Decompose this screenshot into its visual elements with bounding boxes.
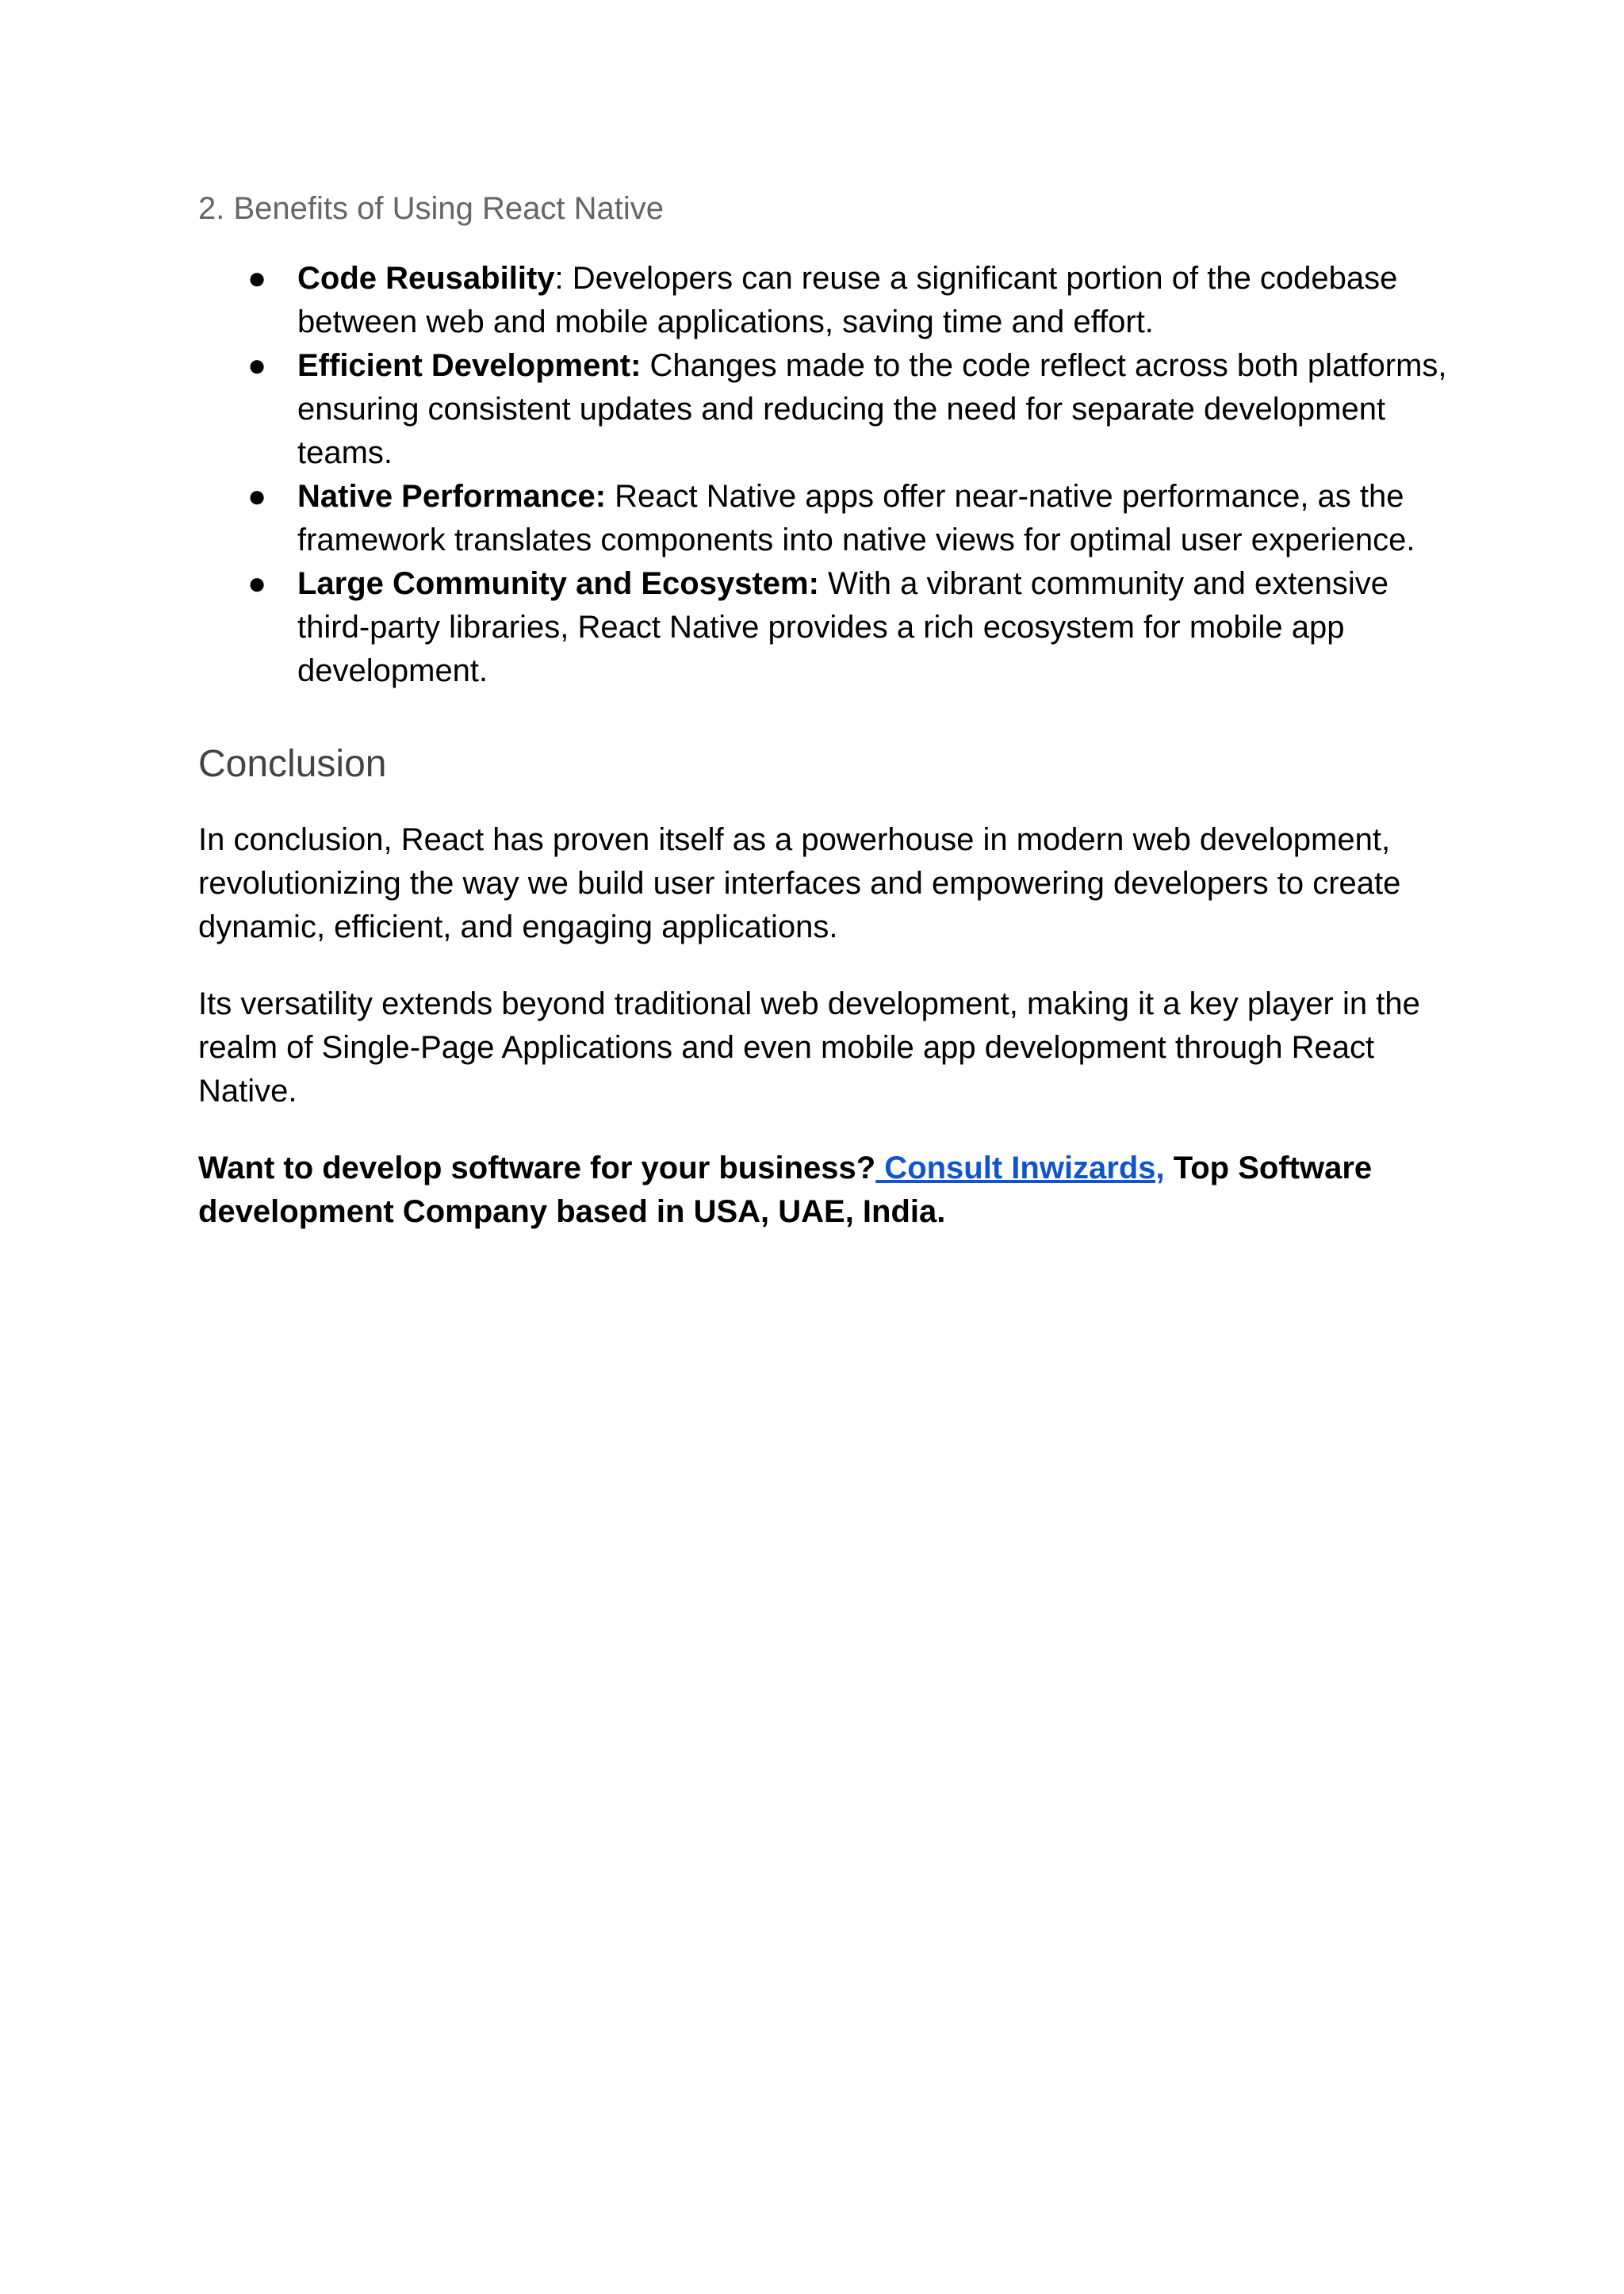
bullet-icon: ● — [247, 566, 267, 601]
conclusion-heading: Conclusion — [198, 743, 387, 785]
item-term: Efficient Development: — [297, 348, 642, 383]
item-term: Large Community and Ecosystem: — [297, 566, 819, 601]
list-item — [198, 475, 1451, 562]
consult-inwizards-link[interactable]: Consult Inwizards, — [875, 1151, 1165, 1185]
call-to-action — [198, 1147, 1451, 1234]
conclusion-paragraph: Its versatility extends beyond traditional web development, making it a key player in the realm of Single-Page Applications and even mobile app development through React Native. — [198, 986, 1420, 1109]
bullet-icon: ● — [247, 261, 267, 296]
benefits-list — [198, 257, 1451, 693]
section-subheading: 2. Benefits of Using React Native — [198, 191, 664, 226]
conclusion-paragraph: In conclusion, React has proven itself as a powerhouse in modern web development, revolutionizing the way we build user interfaces and empowering developers to create dynamic, efficient, and engaging applications. — [198, 822, 1401, 944]
list-item — [198, 562, 1451, 693]
bullet-icon: ● — [247, 348, 267, 383]
list-item — [198, 257, 1451, 344]
bullet-icon: ● — [247, 479, 267, 514]
document-page — [198, 187, 1451, 1234]
item-text: React Native apps offer near-native performance, as the framework translates components into native views for optimal user experience. — [297, 479, 1415, 557]
item-text: With a vibrant community and extensive third-party libraries, React Native provides a rich ecosystem for mobile app development. — [297, 566, 1389, 688]
item-term: Code Reusability — [297, 261, 555, 296]
cta-tagline: Top Software development Company based in USA, UAE, India. — [198, 1151, 1373, 1229]
cta-question: Want to develop software for your business? — [198, 1151, 876, 1185]
item-text: Changes made to the code reflect across both platforms, ensuring consistent updates and reducing the need for separate development teams. — [297, 348, 1447, 470]
item-term: Native Performance: — [297, 479, 607, 514]
item-separator: : — [554, 261, 564, 296]
list-item — [198, 344, 1451, 475]
item-text: Developers can reuse a significant portion of the codebase between web and mobile applications, saving time and effort. — [297, 261, 1398, 339]
